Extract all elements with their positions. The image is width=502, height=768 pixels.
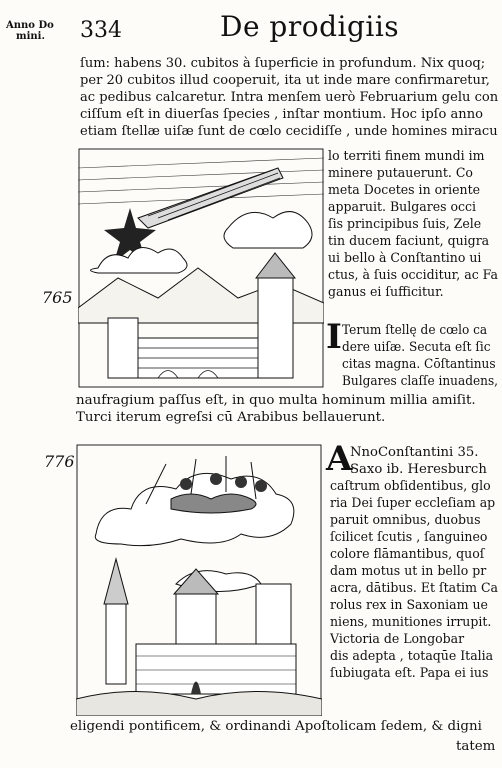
text-line: citas magna. Cōſtantinus (342, 357, 496, 372)
text-line: ſum: habens 30. cubitos à ſuperficie in profundum. Nix quoq; (80, 56, 486, 71)
year-765: 765 (42, 288, 73, 307)
text-line: ctus, à ſuis occiditur, ac Fa (328, 268, 498, 283)
catchword: tatem (456, 739, 496, 754)
text-line: ui bello à Conſtantino ui (328, 251, 482, 266)
bottom-line: eligendi pontificem, & ordinandi Apoſtolicam ſedem, & digni (70, 719, 482, 734)
text-line: dis adepta , totaqūe Italia (330, 649, 494, 664)
text-line: Victoria de Longobar (330, 632, 465, 647)
text-line: dam motus ut in bello pr (330, 564, 487, 579)
text-line: dere uiſæ. Secuta eſt ſic (342, 340, 491, 355)
text-line: tin ducem faciunt, quigra (328, 234, 490, 249)
text-line: NnoConſtantini 35. (350, 445, 479, 460)
woodcut-comet-city (78, 148, 324, 388)
dropcap-a: A (326, 439, 353, 479)
right-column-3 (330, 478, 502, 682)
text-line: ſis principibus ſuis, Zele (328, 217, 482, 232)
right-column-2 (342, 322, 502, 390)
text-line: per 20 cubitos illud cooperuit, ita ut inde mare confirmaretur, (80, 73, 490, 88)
text-line: Terum ſtellę de cœlo ca (342, 323, 488, 338)
right-column-1 (328, 148, 502, 301)
text-line: Bulgares claſſe inuadens, (342, 374, 499, 389)
text-line: lo territi finem mundi im (328, 149, 485, 164)
year-776: 776 (44, 452, 75, 471)
text-line: Saxo ib. Heresburch (350, 462, 487, 477)
text-line: niens, munitiones irrupit. (330, 615, 492, 630)
text-line: paruit omnibus, duobus (330, 513, 481, 528)
text-line: colore flāmantibus, quoſ (330, 547, 485, 562)
text-line: ciſſum eſt in diuerſas ſpecies , inſtar montium. Hoc ipſo anno (80, 107, 483, 122)
text-line: naufragium paſſus eſt, in quo multa hominum millia amiſit. (76, 393, 476, 408)
text-line: ria Dei ſuper eccleſiam ap (330, 496, 496, 511)
text-line: ſcilicet ſcutis , ſanguineo (330, 530, 488, 545)
text-line: ac pedibus calcaretur. Intra menſem uerò Februarium gelu con (80, 90, 499, 105)
margin-note-line2: mini. (16, 31, 45, 42)
text-line: minere putauerunt. Co (328, 166, 473, 181)
text-line: etiam ſtellæ uiſæ ſunt de cœlo cecidiſſe , unde homines miracu (80, 124, 498, 139)
text-line: rolus rex in Saxoniam ue (330, 598, 488, 613)
margin-note-line1: Anno Do (6, 20, 54, 31)
text-line: acra, dātibus. Et ſtatim Ca (330, 581, 499, 596)
text-line: Turci iterum egreſsi cū Arabibus bellauerunt. (76, 410, 386, 425)
text-line: ſubiugata eſt. Papa ei ius (330, 666, 489, 681)
running-head: De prodigiis (220, 10, 400, 43)
right-column-3-first (350, 444, 487, 478)
woodcut-sky-army-city (76, 444, 322, 716)
text-line: apparuit. Bulgares occi (328, 200, 477, 215)
page-number: 334 (80, 18, 122, 43)
middle-text-block (76, 392, 476, 426)
dropcap-i: I (326, 317, 342, 357)
text-line: ganus ei ſufficitur. (328, 285, 444, 300)
text-line: caſtrum obſidentibus, glo (330, 479, 491, 494)
margin-note (6, 20, 54, 42)
top-text-block (80, 55, 502, 140)
text-line: meta Docetes in oriente (328, 183, 481, 198)
